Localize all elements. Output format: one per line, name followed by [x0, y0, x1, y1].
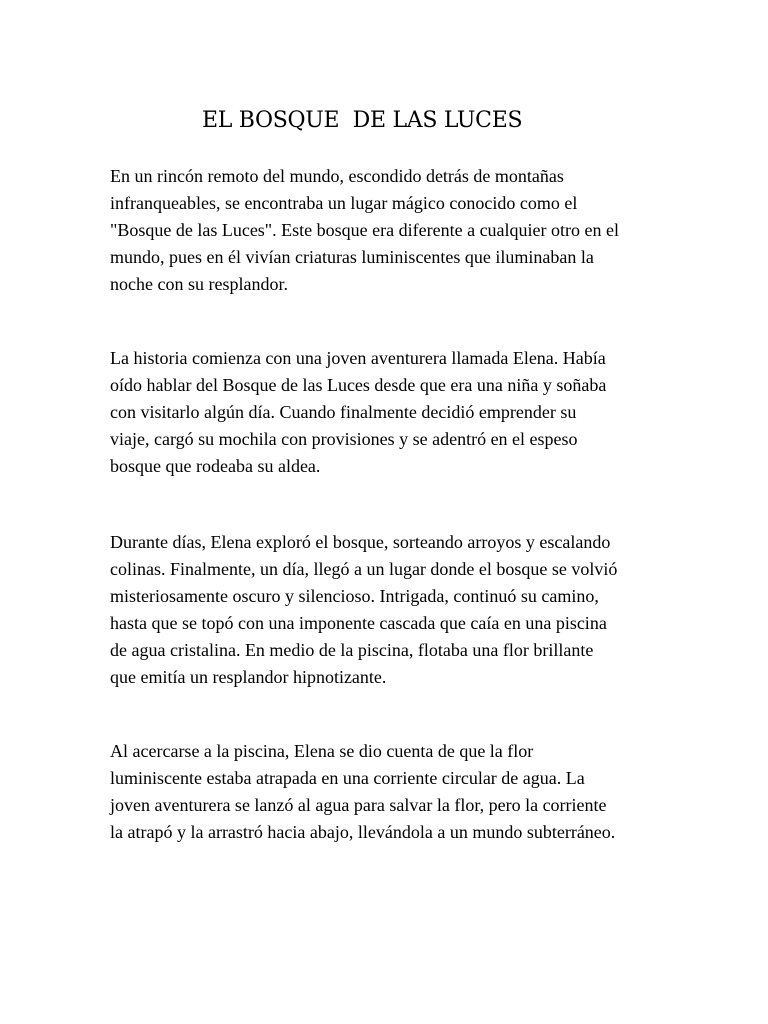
paragraph-line: que emitía un resplandor hipnotizante. [110, 667, 387, 687]
paragraph-line: con visitarlo algún día. Cuando finalmente decidió emprender su [110, 402, 577, 422]
document-title: EL BOSQUE DE LAS LUCES [202, 108, 523, 133]
paragraph-line: La historia comienza con una joven aventurera llamada Elena. Había [110, 348, 606, 368]
paragraph-2 [110, 345, 662, 480]
paragraph-line: de agua cristalina. En medio de la piscina, flotaba una flor brillante [110, 640, 594, 660]
paragraph-line: mundo, pues en él vivían criaturas luminiscentes que iluminaban la [110, 247, 594, 267]
paragraph-3 [110, 529, 662, 691]
paragraph-line: la atrapó y la arrastró hacia abajo, llevándola a un mundo subterráneo. [110, 822, 616, 842]
paragraph-line: "Bosque de las Luces". Este bosque era diferente a cualquier otro en el [110, 220, 620, 240]
paragraph-line: noche con su resplandor. [110, 274, 288, 294]
paragraph-4 [110, 738, 662, 846]
paragraph-line: viaje, cargó su mochila con provisiones y se adentró en el espeso [110, 429, 578, 449]
paragraph-line: misteriosamente oscuro y silencioso. Intrigada, continuó su camino, [110, 586, 599, 606]
paragraph-line: Al acercarse a la piscina, Elena se dio cuenta de que la flor [110, 741, 534, 761]
paragraph-line: oído hablar del Bosque de las Luces desde que era una niña y soñaba [110, 375, 607, 395]
paragraph-line: joven aventurera se lanzó al agua para salvar la flor, pero la corriente [110, 795, 607, 815]
paragraph-line: colinas. Finalmente, un día, llegó a un lugar donde el bosque se volvió [110, 559, 618, 579]
paragraph-line: luminiscente estaba atrapada en una corriente circular de agua. La [110, 768, 585, 788]
paragraph-line: En un rincón remoto del mundo, escondido detrás de montañas [110, 166, 564, 186]
paragraph-line: bosque que rodeaba su aldea. [110, 456, 321, 476]
paragraph-line: Durante días, Elena exploró el bosque, sorteando arroyos y escalando [110, 532, 611, 552]
paragraph-line: hasta que se topó con una imponente cascada que caía en una piscina [110, 613, 607, 633]
paragraph-line: infranqueables, se encontraba un lugar mágico conocido como el [110, 193, 578, 213]
paragraph-1 [110, 163, 662, 298]
